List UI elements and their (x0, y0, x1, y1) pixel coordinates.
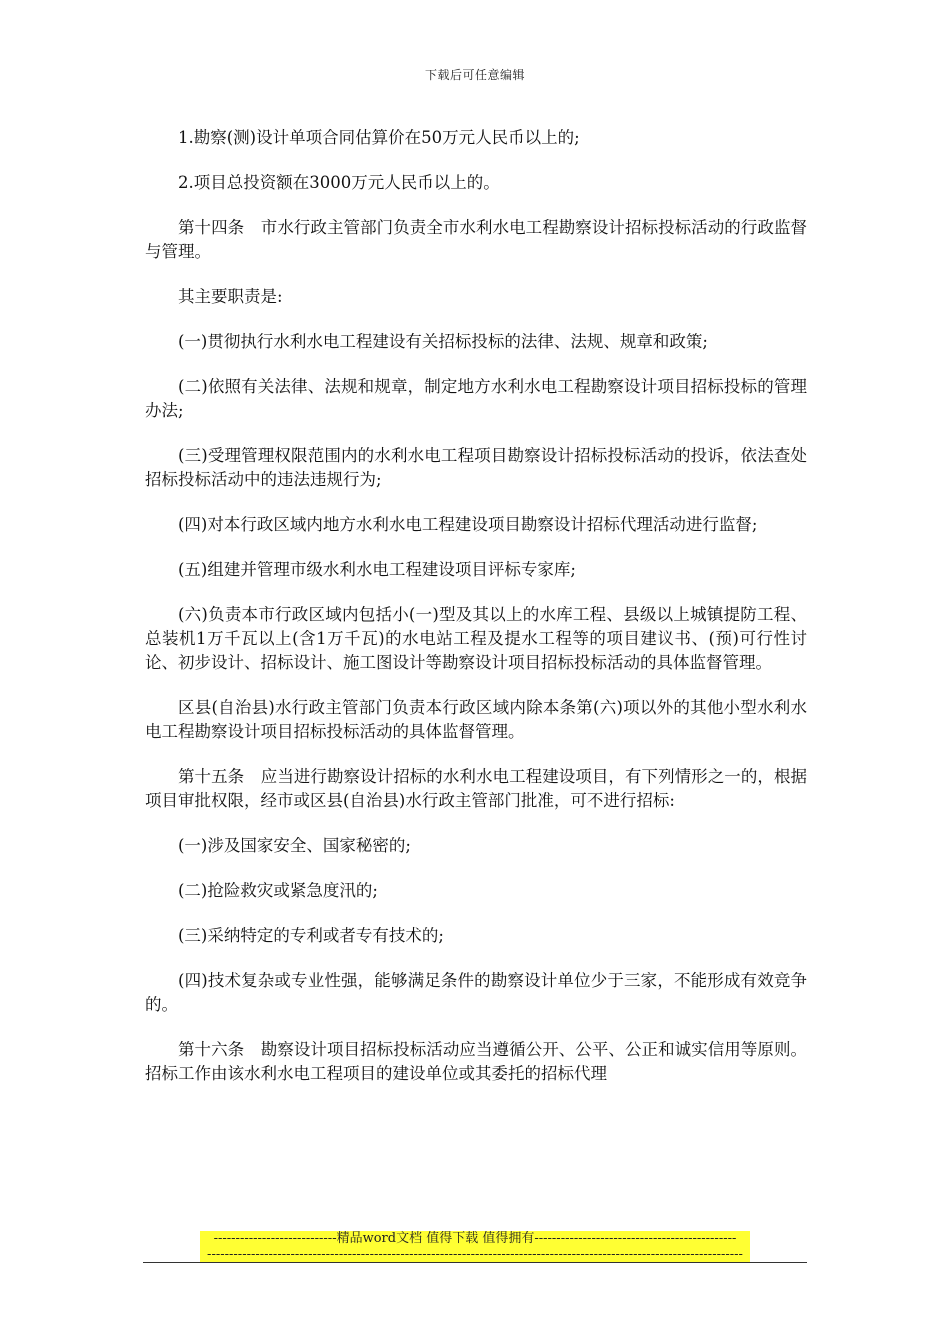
paragraph: (四)技术复杂或专业性强，能够满足条件的勘察设计单位少于三家，不能形成有效竞争的。 (145, 971, 807, 1014)
paragraph: (一)涉及国家安全、国家秘密的; (178, 836, 411, 855)
paragraph: (一)贯彻执行水利水电工程建设有关招标投标的法律、法规、规章和政策; (178, 332, 708, 351)
paragraph: (二)抢险救灾或紧急度汛的; (178, 881, 378, 900)
paragraph: 第十四条 市水行政主管部门负责全市水利水电工程勘察设计招标投标活动的行政监督与管理。 (145, 218, 807, 261)
document-body (145, 126, 807, 1107)
paragraph: 第十五条 应当进行勘察设计招标的水利水电工程建设项目，有下列情形之一的，根据项目审批权限，经市或区县(自治县)水行政主管部门批准，可不进行招标: (145, 767, 807, 810)
footer-divider (143, 1262, 807, 1263)
footer-banner (200, 1231, 750, 1263)
paragraph: (二)依照有关法律、法规和规章，制定地方水利水电工程勘察设计项目招标投标的管理办法; (145, 377, 807, 420)
paragraph: 1.勘察(测)设计单项合同估算价在50万元人民币以上的; (178, 128, 580, 147)
paragraph: (四)对本行政区域内地方水利水电工程建设项目勘察设计招标代理活动进行监督; (178, 515, 758, 534)
paragraph: 其主要职责是: (178, 287, 283, 306)
paragraph: (三)采纳特定的专利或者专有技术的; (178, 926, 444, 945)
footer-line-text: ----------------------------精品word文档 值得下载 值得拥有---------------------------------------------- (200, 1231, 750, 1247)
paragraph: 2.项目总投资额在3000万元人民币以上的。 (178, 173, 500, 192)
paragraph: (六)负责本市行政区域内包括小(一)型及其以上的水库工程、县级以上城镇提防工程、总装机1万千瓦以上(含1万千瓦)的水电站工程及提水工程等的项目建议书、(预)可行性讨论、初步设计、招标设计、施工图设计等勘察设计项目招标投标活动的具体监督管理。 (145, 605, 807, 672)
paragraph: (三)受理管理权限范围内的水利水电工程项目勘察设计招标投标活动的投诉，依法查处招标投标活动中的违法违规行为; (145, 446, 807, 489)
paragraph: (五)组建并管理市级水利水电工程建设项目评标专家库; (178, 560, 576, 579)
footer-line-dashes: -------------------------------------------------------------------------------------------------------------------------- (200, 1247, 750, 1263)
paragraph: 区县(自治县)水行政主管部门负责本行政区域内除本条第(六)项以外的其他小型水利水电工程勘察设计项目招标投标活动的具体监督管理。 (145, 698, 807, 741)
paragraph: 第十六条 勘察设计项目招标投标活动应当遵循公开、公平、公正和诚实信用等原则。招标工作由该水利水电工程项目的建设单位或其委托的招标代理 (145, 1040, 807, 1083)
page-header: 下载后可任意编辑 (424, 68, 525, 82)
